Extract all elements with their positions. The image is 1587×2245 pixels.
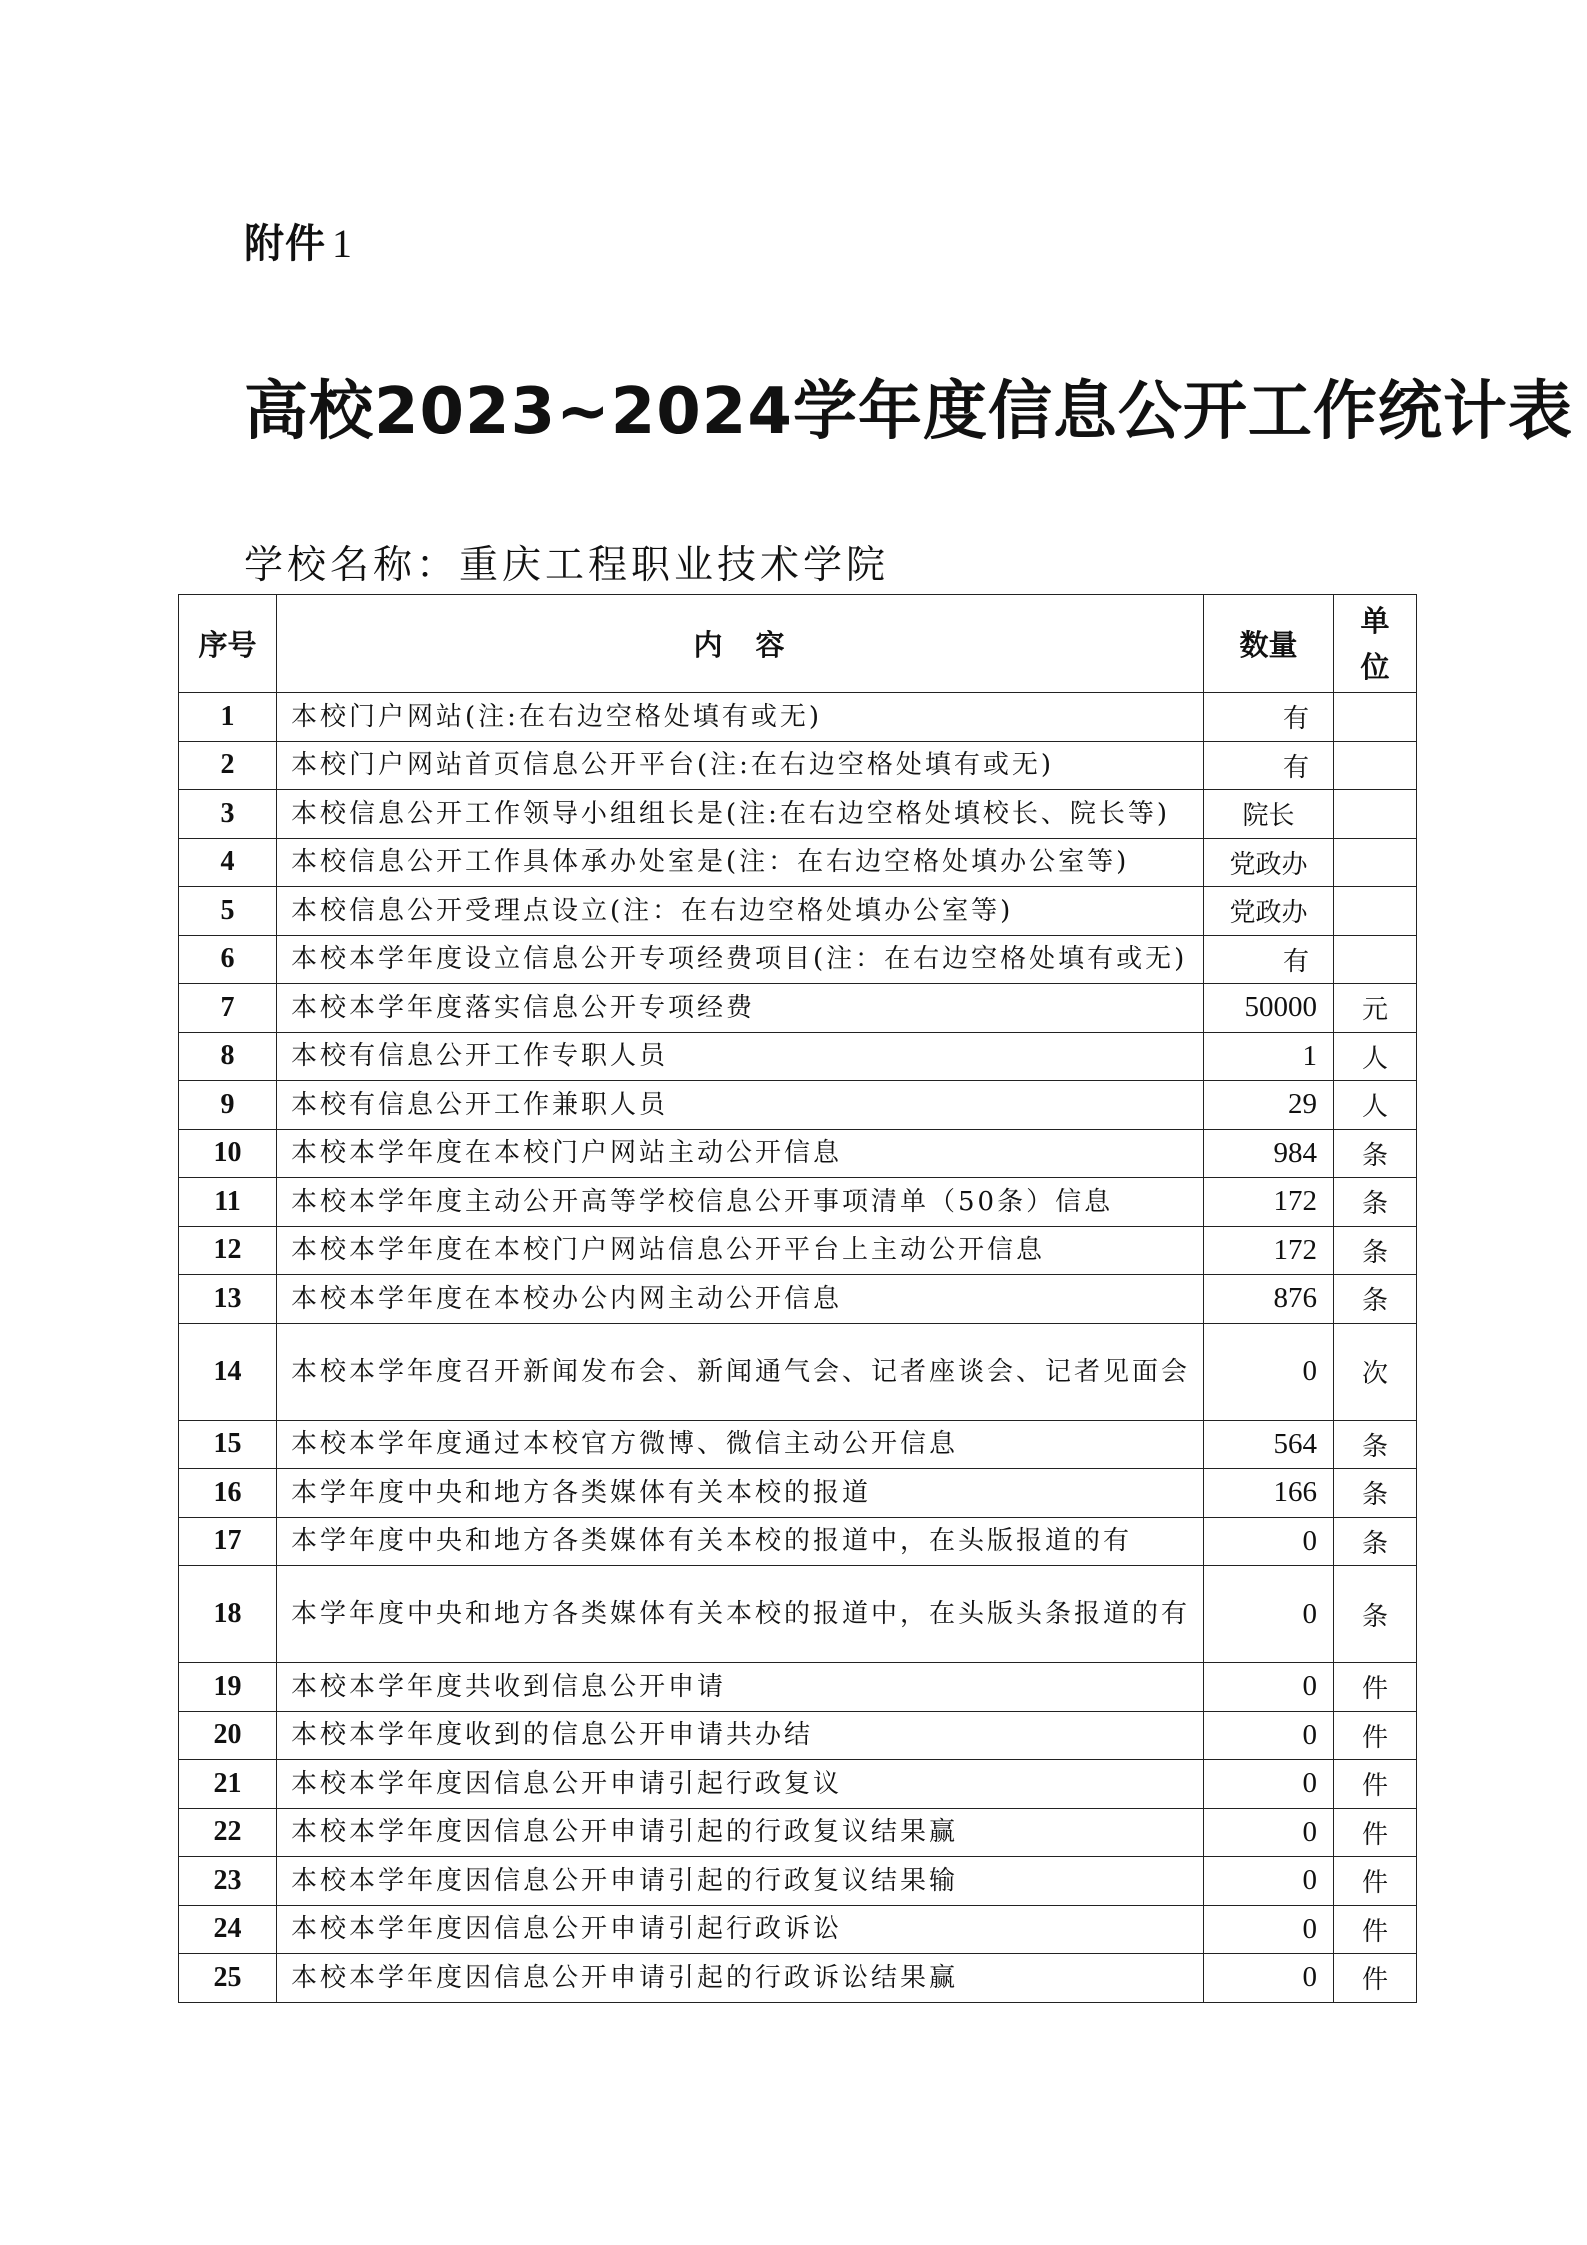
row-unit <box>1334 693 1417 742</box>
row-index: 14 <box>179 1323 277 1420</box>
row-content: 本校本学年度主动公开高等学校信息公开事项清单（50条）信息 <box>277 1178 1204 1227</box>
row-quantity: 876 <box>1204 1275 1334 1324</box>
row-content: 本校本学年度在本校门户网站主动公开信息 <box>277 1129 1204 1178</box>
row-content: 本校本学年度通过本校官方微博、微信主动公开信息 <box>277 1420 1204 1469</box>
row-index: 9 <box>179 1081 277 1130</box>
row-unit <box>1334 838 1417 887</box>
row-quantity: 0 <box>1204 1517 1334 1566</box>
page-title: 高校2023~2024学年度信息公开工作统计表 <box>244 375 1573 449</box>
row-content: 本校信息公开工作具体承办处室是(注：在右边空格处填办公室等) <box>277 838 1204 887</box>
row-quantity: 0 <box>1204 1905 1334 1954</box>
table-row <box>179 790 1417 839</box>
table-row <box>179 693 1417 742</box>
table-row <box>179 1178 1417 1227</box>
row-quantity: 0 <box>1204 1808 1334 1857</box>
row-content: 本学年度中央和地方各类媒体有关本校的报道中，在头版报道的有 <box>277 1517 1204 1566</box>
column-header-quantity: 数量 <box>1204 595 1334 693</box>
school-name-line: 学校名称：重庆工程职业技术学院 <box>244 543 890 588</box>
row-content: 本校门户网站(注:在右边空格处填有或无) <box>277 693 1204 742</box>
row-index: 2 <box>179 741 277 790</box>
row-content: 本校本学年度共收到信息公开申请 <box>277 1663 1204 1712</box>
row-content: 本校本学年度因信息公开申请引起的行政诉讼结果赢 <box>277 1954 1204 2003</box>
row-unit: 条 <box>1334 1178 1417 1227</box>
row-index: 4 <box>179 838 277 887</box>
statistics-table <box>178 594 1417 2003</box>
table-row <box>179 1905 1417 1954</box>
table-row <box>179 1711 1417 1760</box>
attachment-label <box>244 212 353 269</box>
row-quantity: 院长 <box>1204 790 1334 839</box>
table-row <box>179 1954 1417 2003</box>
row-content: 本校本学年度设立信息公开专项经费项目(注：在右边空格处填有或无) <box>277 935 1204 984</box>
row-unit <box>1334 790 1417 839</box>
row-unit: 件 <box>1334 1954 1417 2003</box>
column-header-unit-line2: 位 <box>1360 649 1390 684</box>
column-header-unit <box>1334 595 1417 693</box>
row-index: 10 <box>179 1129 277 1178</box>
row-index: 19 <box>179 1663 277 1712</box>
row-content: 本校本学年度因信息公开申请引起的行政复议结果输 <box>277 1857 1204 1906</box>
row-index: 21 <box>179 1760 277 1809</box>
row-content: 本校本学年度因信息公开申请引起的行政复议结果赢 <box>277 1808 1204 1857</box>
table-row <box>179 1129 1417 1178</box>
row-content: 本校本学年度召开新闻发布会、新闻通气会、记者座谈会、记者见面会 <box>277 1323 1204 1420</box>
row-unit: 件 <box>1334 1905 1417 1954</box>
row-quantity: 0 <box>1204 1760 1334 1809</box>
table-row <box>179 741 1417 790</box>
row-content: 本校本学年度因信息公开申请引起行政诉讼 <box>277 1905 1204 1954</box>
attachment-number: 1 <box>332 221 353 266</box>
row-unit: 次 <box>1334 1323 1417 1420</box>
row-index: 5 <box>179 887 277 936</box>
row-quantity: 有 <box>1204 935 1334 984</box>
table-row <box>179 1226 1417 1275</box>
row-content: 本校信息公开工作领导小组组长是(注:在右边空格处填校长、院长等) <box>277 790 1204 839</box>
row-unit: 条 <box>1334 1226 1417 1275</box>
row-content: 本校本学年度收到的信息公开申请共办结 <box>277 1711 1204 1760</box>
row-index: 15 <box>179 1420 277 1469</box>
table-row <box>179 1032 1417 1081</box>
column-header-unit-line1: 单 <box>1360 603 1390 638</box>
row-quantity: 有 <box>1204 741 1334 790</box>
row-index: 20 <box>179 1711 277 1760</box>
row-index: 7 <box>179 984 277 1033</box>
row-quantity: 29 <box>1204 1081 1334 1130</box>
table-row <box>179 1081 1417 1130</box>
row-unit <box>1334 887 1417 936</box>
row-index: 6 <box>179 935 277 984</box>
row-unit: 条 <box>1334 1275 1417 1324</box>
row-index: 24 <box>179 1905 277 1954</box>
row-unit: 件 <box>1334 1663 1417 1712</box>
row-content: 本校有信息公开工作专职人员 <box>277 1032 1204 1081</box>
row-index: 23 <box>179 1857 277 1906</box>
row-index: 22 <box>179 1808 277 1857</box>
table-row <box>179 1275 1417 1324</box>
row-quantity: 党政办 <box>1204 838 1334 887</box>
row-unit: 条 <box>1334 1517 1417 1566</box>
row-unit: 件 <box>1334 1808 1417 1857</box>
row-unit <box>1334 741 1417 790</box>
row-unit: 条 <box>1334 1566 1417 1663</box>
row-unit: 元 <box>1334 984 1417 1033</box>
table-row <box>179 1420 1417 1469</box>
row-unit <box>1334 935 1417 984</box>
row-content: 本校本学年度在本校办公内网主动公开信息 <box>277 1275 1204 1324</box>
table-row <box>179 1517 1417 1566</box>
table-header-row <box>179 595 1417 693</box>
table-row <box>179 887 1417 936</box>
row-unit: 条 <box>1334 1420 1417 1469</box>
row-quantity: 172 <box>1204 1178 1334 1227</box>
row-unit: 人 <box>1334 1032 1417 1081</box>
column-header-content: 内 容 <box>277 595 1204 693</box>
row-unit: 条 <box>1334 1129 1417 1178</box>
table-row <box>179 1323 1417 1420</box>
table-row <box>179 838 1417 887</box>
row-index: 16 <box>179 1469 277 1518</box>
row-quantity: 0 <box>1204 1323 1334 1420</box>
table-row <box>179 1857 1417 1906</box>
row-index: 11 <box>179 1178 277 1227</box>
row-index: 1 <box>179 693 277 742</box>
row-content: 本学年度中央和地方各类媒体有关本校的报道 <box>277 1469 1204 1518</box>
row-content: 本校有信息公开工作兼职人员 <box>277 1081 1204 1130</box>
row-index: 18 <box>179 1566 277 1663</box>
attachment-text: 附件 <box>244 221 326 267</box>
row-index: 25 <box>179 1954 277 2003</box>
row-index: 3 <box>179 790 277 839</box>
row-quantity: 984 <box>1204 1129 1334 1178</box>
table-row <box>179 1760 1417 1809</box>
row-quantity: 564 <box>1204 1420 1334 1469</box>
row-content: 本校本学年度落实信息公开专项经费 <box>277 984 1204 1033</box>
row-unit: 人 <box>1334 1081 1417 1130</box>
row-quantity: 0 <box>1204 1711 1334 1760</box>
table-row <box>179 1663 1417 1712</box>
row-quantity: 党政办 <box>1204 887 1334 936</box>
row-unit: 条 <box>1334 1469 1417 1518</box>
row-quantity: 50000 <box>1204 984 1334 1033</box>
row-content: 本学年度中央和地方各类媒体有关本校的报道中，在头版头条报道的有 <box>277 1566 1204 1663</box>
table-row <box>179 1566 1417 1663</box>
table-row <box>179 984 1417 1033</box>
row-unit: 件 <box>1334 1760 1417 1809</box>
row-unit: 件 <box>1334 1711 1417 1760</box>
row-content: 本校信息公开受理点设立(注：在右边空格处填办公室等) <box>277 887 1204 936</box>
table-row <box>179 935 1417 984</box>
row-quantity: 0 <box>1204 1566 1334 1663</box>
row-index: 8 <box>179 1032 277 1081</box>
row-index: 13 <box>179 1275 277 1324</box>
table-row <box>179 1808 1417 1857</box>
row-quantity: 有 <box>1204 693 1334 742</box>
row-unit: 件 <box>1334 1857 1417 1906</box>
row-quantity: 0 <box>1204 1857 1334 1906</box>
row-content: 本校本学年度因信息公开申请引起行政复议 <box>277 1760 1204 1809</box>
row-content: 本校门户网站首页信息公开平台(注:在右边空格处填有或无) <box>277 741 1204 790</box>
row-quantity: 172 <box>1204 1226 1334 1275</box>
row-quantity: 0 <box>1204 1954 1334 2003</box>
table-body <box>179 693 1417 2003</box>
row-quantity: 1 <box>1204 1032 1334 1081</box>
row-quantity: 0 <box>1204 1663 1334 1712</box>
column-header-index: 序号 <box>179 595 277 693</box>
row-quantity: 166 <box>1204 1469 1334 1518</box>
row-index: 12 <box>179 1226 277 1275</box>
row-content: 本校本学年度在本校门户网站信息公开平台上主动公开信息 <box>277 1226 1204 1275</box>
row-index: 17 <box>179 1517 277 1566</box>
table-row <box>179 1469 1417 1518</box>
